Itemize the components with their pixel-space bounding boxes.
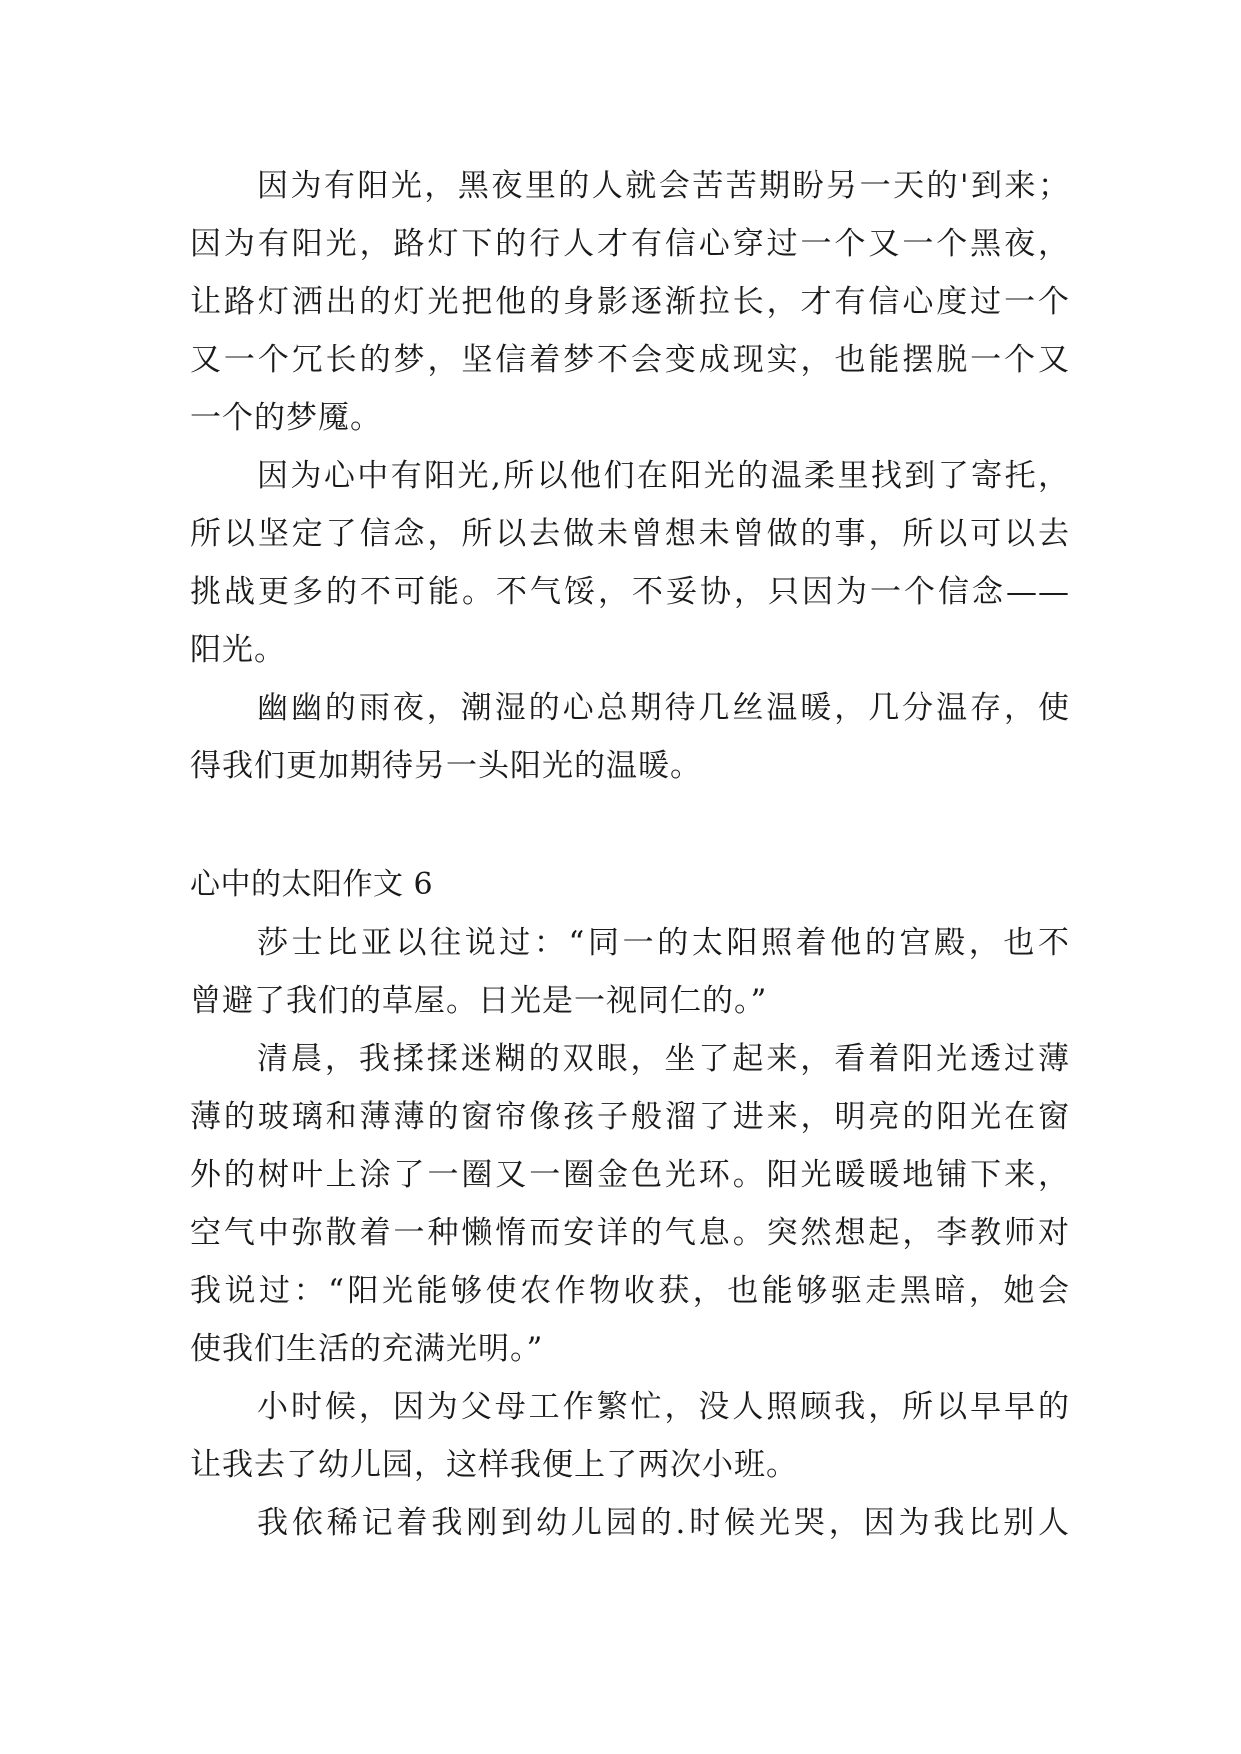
- paragraph-1-line-1: 因为有阳光，黑夜里的人就会苦苦期盼另一天的'到来；: [257, 168, 1070, 204]
- paragraph-5-line-1: 清晨，我揉揉迷糊的双眼，坐了起来，看着阳光透过薄: [257, 1041, 1070, 1077]
- paragraph-2-line-4: 阳光。: [190, 632, 286, 668]
- paragraph-1-line-5: 一个的梦魇。: [190, 400, 382, 436]
- paragraph-4-line-2: 曾避了我们的草屋。日光是一视同仁的。”: [190, 983, 768, 1019]
- paragraph-3-line-2: 得我们更加期待另一头阳光的温暖。: [190, 748, 702, 784]
- paragraph-1-line-3: 让路灯洒出的灯光把他的身影逐渐拉长，才有信心度过一个: [190, 284, 1070, 320]
- paragraph-5-line-6: 使我们生活的充满光明。”: [190, 1331, 544, 1367]
- paragraph-2-line-3: 挑战更多的不可能。不气馁，不妥协，只因为一个信念——: [190, 574, 1070, 610]
- paragraph-1-line-4: 又一个冗长的梦，坚信着梦不会变成现实，也能摆脱一个又: [190, 342, 1070, 378]
- section-heading: 心中的太阳作文 6: [190, 867, 434, 902]
- paragraph-5-line-3: 外的树叶上涂了一圈又一圈金色光环。阳光暖暖地铺下来，: [190, 1157, 1070, 1193]
- paragraph-5-line-2: 薄的玻璃和薄薄的窗帘像孩子般溜了进来，明亮的阳光在窗: [190, 1099, 1070, 1135]
- paragraph-2-line-1: 因为心中有阳光,所以他们在阳光的温柔里找到了寄托，: [257, 458, 1070, 494]
- paragraph-1-line-2: 因为有阳光，路灯下的行人才有信心穿过一个又一个黑夜，: [190, 226, 1070, 262]
- paragraph-2-line-2: 所以坚定了信念，所以去做未曾想未曾做的事，所以可以去: [190, 516, 1070, 552]
- paragraph-6-line-1: 小时候，因为父母工作繁忙，没人照顾我，所以早早的: [257, 1389, 1070, 1425]
- paragraph-3-line-1: 幽幽的雨夜，潮湿的心总期待几丝温暖，几分温存，使: [257, 690, 1070, 726]
- paragraph-5-line-5: 我说过：“阳光能够使农作物收获，也能够驱走黑暗，她会: [190, 1273, 1070, 1309]
- paragraph-6-line-2: 让我去了幼儿园，这样我便上了两次小班。: [190, 1447, 798, 1483]
- paragraph-5-line-4: 空气中弥散着一种懒惰而安详的气息。突然想起，李教师对: [190, 1215, 1070, 1251]
- paragraph-4-line-1: 莎士比亚以往说过：“同一的太阳照着他的宫殿，也不: [257, 925, 1070, 961]
- paragraph-7-line-1: 我依稀记着我刚到幼儿园的.时候光哭，因为我比别人: [257, 1505, 1070, 1541]
